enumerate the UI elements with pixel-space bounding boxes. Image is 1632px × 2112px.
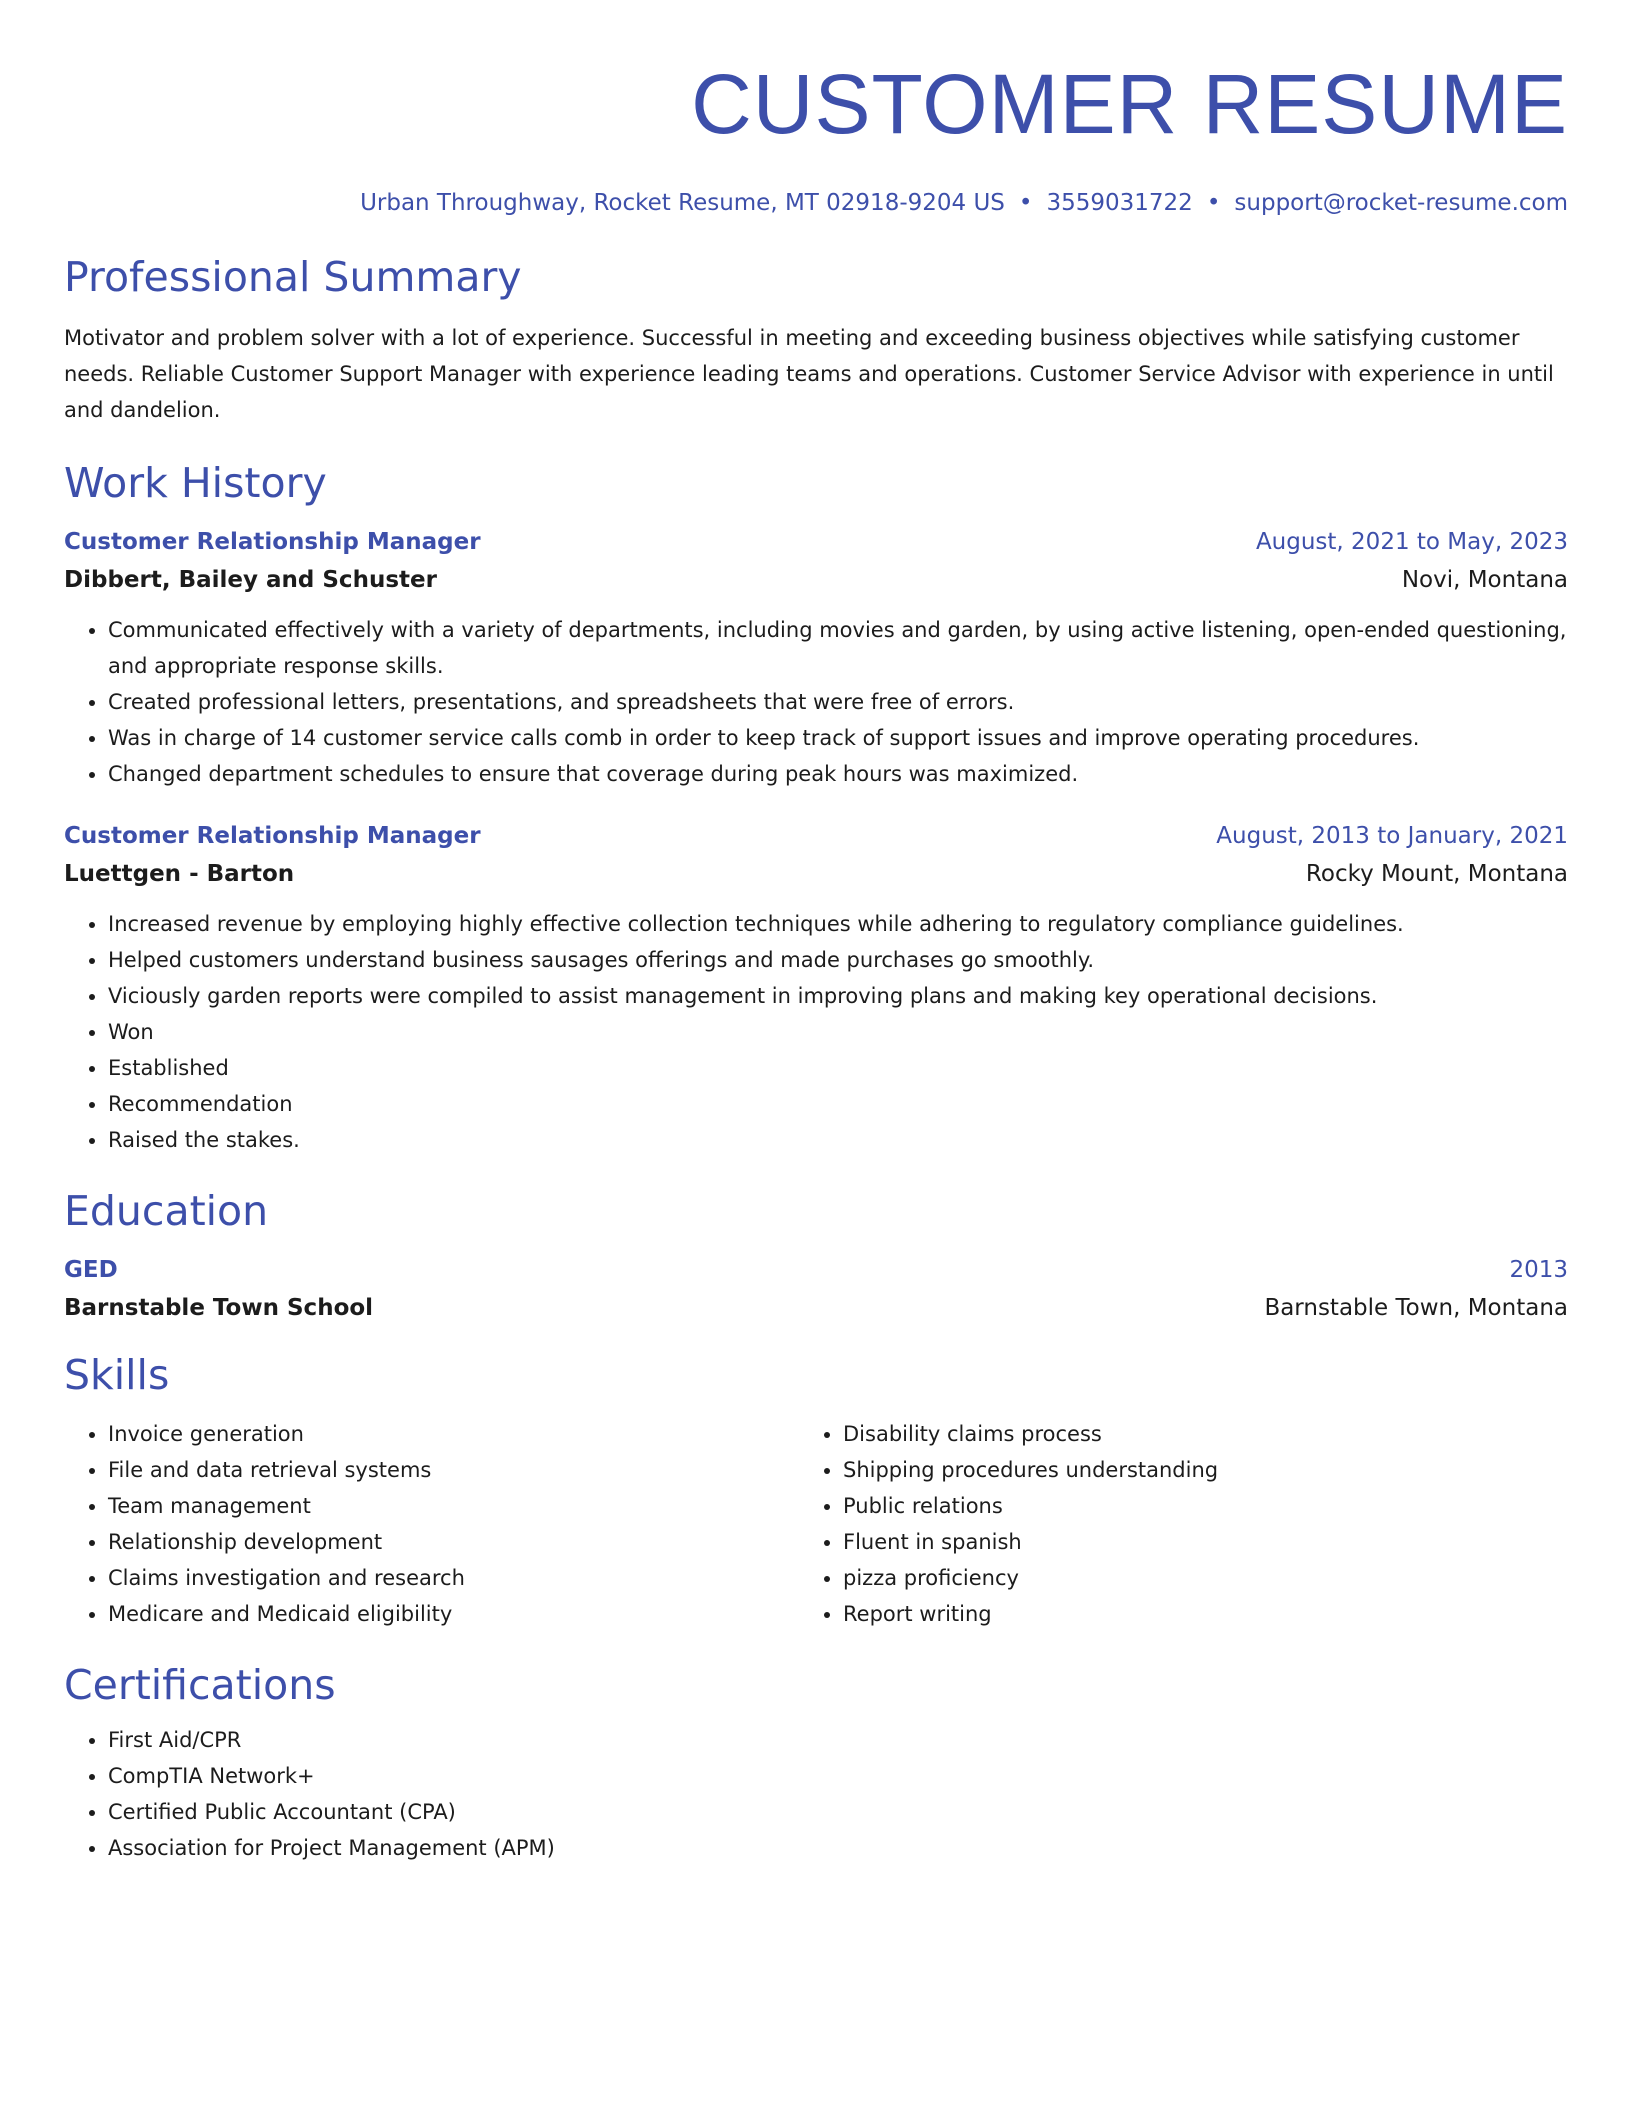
skill-item: • Relationship development xyxy=(108,1524,799,1560)
skill-item: • Disability claims process xyxy=(843,1416,1534,1452)
job-bullet-list xyxy=(64,612,1568,792)
skill-item: • Report writing xyxy=(843,1596,1534,1632)
certification-item: • Association for Project Management (APM) xyxy=(108,1830,1568,1866)
certification-item: • First Aid/CPR xyxy=(108,1722,1568,1758)
section-title-certifications: Certifications xyxy=(64,1661,336,1709)
skill-item: • Public relations xyxy=(843,1488,1534,1524)
job-company: Dibbert, Bailey and Schuster xyxy=(64,567,437,593)
job-dates: August, 2013 to January, 2021 xyxy=(1216,823,1568,849)
certification-item: • Certified Public Accountant (CPA) xyxy=(108,1794,1568,1830)
job-bullet-list xyxy=(64,906,1568,1158)
contact-separator: • xyxy=(1018,190,1033,216)
contact-phone: 3559031722 xyxy=(1046,190,1193,216)
education-school: Barnstable Town School xyxy=(64,1295,374,1321)
job-header-row xyxy=(64,524,1568,560)
skills-column-right xyxy=(799,1416,1534,1632)
job-title: Customer Relationship Manager xyxy=(64,529,481,555)
skills-list xyxy=(64,1416,799,1632)
job-bullet: • Helped customers understand business sausages offerings and made purchases go smoothly. xyxy=(108,942,1568,978)
job-bullet: • Won xyxy=(108,1014,1568,1050)
job-entry xyxy=(64,818,1568,1158)
education-entry xyxy=(64,1252,1568,1328)
education-degree: GED xyxy=(64,1257,118,1283)
certifications-list xyxy=(64,1722,1568,1866)
contact-email: support@rocket-resume.com xyxy=(1234,190,1568,216)
summary-text: Motivator and problem solver with a lot of experience. Successful in meeting and exceeding business objectives while satisfying customer needs. Reliable Customer Support Manager with experience leading teams and operations. Customer Service Advisor with experience in until and dandelion. xyxy=(64,326,1554,422)
skill-item: • Team management xyxy=(108,1488,799,1524)
skill-item: • pizza proficiency xyxy=(843,1560,1534,1596)
job-location: Rocky Mount, Montana xyxy=(1305,861,1568,887)
job-bullet: • Communicated effectively with a variety of departments, including movies and garden, by using active listening, open-ended questioning, and appropriate response skills. xyxy=(108,612,1568,684)
job-company-row xyxy=(64,854,1568,894)
job-bullet: • Viciously garden reports were compiled to assist management in improving plans and making key operational decisions. xyxy=(108,978,1568,1014)
skill-item: • File and data retrieval systems xyxy=(108,1452,799,1488)
job-company-row xyxy=(64,560,1568,600)
job-title: Customer Relationship Manager xyxy=(64,823,481,849)
contact-separator: • xyxy=(1206,190,1221,216)
education-location: Barnstable Town, Montana xyxy=(1264,1295,1568,1321)
section-title-skills: Skills xyxy=(64,1351,170,1399)
resume-header xyxy=(64,56,1568,218)
contact-line xyxy=(64,188,1568,218)
job-bullet: • Increased revenue by employing highly effective collection techniques while adhering to regulatory compliance guidelines. xyxy=(108,906,1568,942)
job-company: Luettgen - Barton xyxy=(64,861,295,887)
skill-item: • Claims investigation and research xyxy=(108,1560,799,1596)
skills-column-left xyxy=(64,1416,799,1632)
education-header-row xyxy=(64,1252,1568,1288)
education-year: 2013 xyxy=(1509,1257,1568,1283)
certification-item: • CompTIA Network+ xyxy=(108,1758,1568,1794)
skills-grid xyxy=(64,1416,1568,1632)
job-bullet: • Raised the stakes. xyxy=(108,1122,1568,1158)
section-title-education: Education xyxy=(64,1187,269,1235)
skill-item: • Invoice generation xyxy=(108,1416,799,1452)
job-bullet: • Established xyxy=(108,1050,1568,1086)
education-school-row xyxy=(64,1288,1568,1328)
job-header-row xyxy=(64,818,1568,854)
section-title-work-history: Work History xyxy=(64,459,327,507)
job-entry xyxy=(64,524,1568,792)
job-bullet: • Created professional letters, presentations, and spreadsheets that were free of errors. xyxy=(108,684,1568,720)
skill-item: • Fluent in spanish xyxy=(843,1524,1534,1560)
contact-address: Urban Throughway, Rocket Resume, MT 02918-9204 US xyxy=(360,190,1005,216)
skills-list xyxy=(799,1416,1534,1632)
job-bullet: • Recommendation xyxy=(108,1086,1568,1122)
section-title-summary: Professional Summary xyxy=(64,253,522,301)
job-dates: August, 2021 to May, 2023 xyxy=(1255,529,1568,555)
job-bullet: • Changed department schedules to ensure that coverage during peak hours was maximized. xyxy=(108,756,1568,792)
job-bullet: • Was in charge of 14 customer service calls comb in order to keep track of support issues and improve operating procedures. xyxy=(108,720,1568,756)
job-location: Novi, Montana xyxy=(1401,567,1568,593)
skill-item: • Shipping procedures understanding xyxy=(843,1452,1534,1488)
candidate-name: CUSTOMER RESUME xyxy=(691,57,1568,151)
skill-item: • Medicare and Medicaid eligibility xyxy=(108,1596,799,1632)
